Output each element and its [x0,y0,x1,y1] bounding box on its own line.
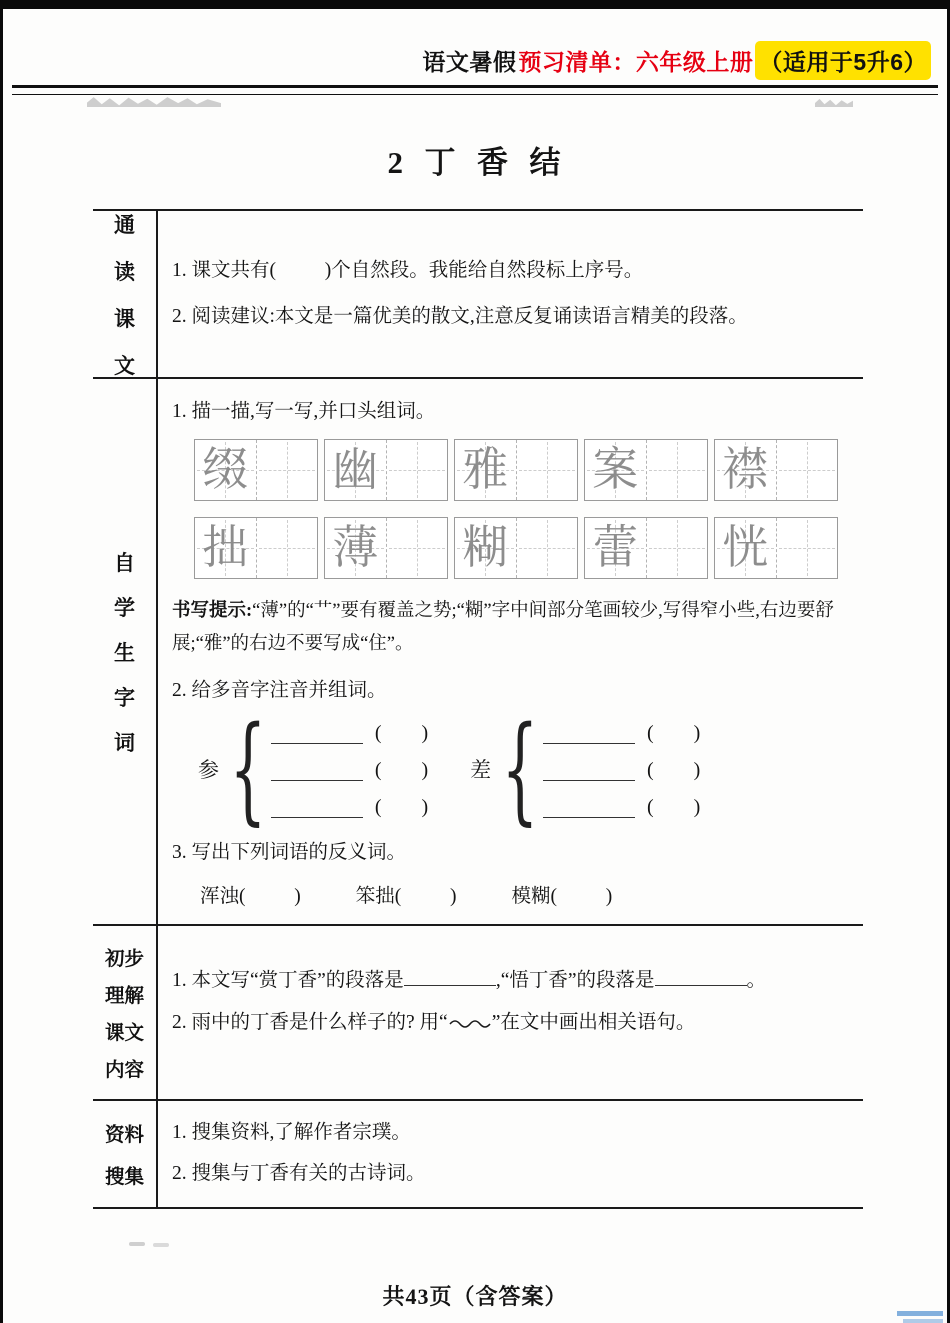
practice-box [714,517,838,579]
trace-cell [195,440,256,500]
lesson-title: 2 丁 香 结 [387,145,563,180]
write-cell [256,518,318,578]
label-char: 课 [114,307,135,331]
trace-character: 缀 [202,443,249,495]
table-row-comprehension [93,926,863,1101]
polyphonic-group-can [198,701,429,837]
write-cell [516,440,578,500]
practice-box [584,517,708,579]
trace-character: 幽 [332,443,379,495]
character-practice-row-2 [194,517,855,579]
label-char: 字 [114,686,135,710]
row-content-research [158,1101,863,1207]
label-char: 学 [114,596,135,620]
write-cell [386,518,448,578]
trace-character: 襟 [722,443,769,495]
writing-tip-label: 书写提示: [172,601,253,622]
row-content-read-through [158,211,863,377]
task-item-2: 2. 搜集与丁香有关的古诗词。 [172,1162,426,1184]
scan-smudge [129,1242,145,1246]
question-text: 1. 本文写“赏丁香”的段落是 [172,970,404,991]
header-subject: 语文暑假 [422,49,517,75]
polyphonic-character: 参 [198,757,219,782]
task-item-1 [172,960,855,1002]
page-header [422,41,931,80]
task-item-3: 3. 写出下列词语的反义词。 [172,842,407,864]
answer-line [271,796,428,818]
antonym-item: 笨拙( ) [355,886,457,908]
label-char: 自 [114,551,135,575]
watermark [897,1311,943,1323]
word-paren: ( ) [646,759,701,782]
table-row-research [93,1101,863,1209]
row-content-comprehension [158,926,863,1099]
answer-blank [543,798,635,818]
page-footer: 共43页（含答案） [382,1284,568,1309]
trace-character: 糊 [462,521,509,573]
label-char: 生 [114,641,135,665]
label-word: 理解 [104,985,144,1007]
write-cell [256,440,318,500]
trace-cell [455,440,516,500]
question-text: 。 [746,970,767,991]
write-cell [646,518,708,578]
task-item-1: 1. 描一描,写一写,并口头组词。 [172,401,436,422]
antonym-item: 浑浊( ) [200,886,301,908]
header-series-title: 预习清单：六年级上册 [518,49,754,75]
practice-box [324,517,448,579]
practice-box [584,439,708,501]
torn-paper-mark [87,96,221,107]
label-word: 初步 [104,948,144,970]
prep-checklist-table [93,209,863,1209]
row-label-read-through [93,211,158,377]
word-paren: ( ) [646,722,701,745]
label-word: 课文 [104,1022,144,1044]
header-grade-badge: （适用于5升6） [755,41,931,80]
wavy-underline-icon [449,1016,491,1030]
answer-line [543,796,700,818]
table-row-self-study [93,379,863,926]
question-text: 2. 雨中的丁香是什么样子的? 用“ [172,1011,448,1033]
trace-character: 恍 [722,521,769,573]
write-cell [646,440,708,500]
answer-line [271,722,428,744]
write-cell [776,518,838,578]
question-text: ,“悟丁香”的段落是 [495,970,655,991]
practice-box [324,439,448,501]
character-practice-row-1 [194,439,855,501]
label-word: 搜集 [104,1166,144,1188]
writing-tip-text: “薄”的“艹”要有覆盖之势;“糊”字中间部分笔画较少,写得窄小些,右边要舒展;“雅”的右边不要写成“住”。 [172,601,834,655]
trace-cell [585,518,646,578]
label-char: 词 [114,731,135,755]
label-word: 资料 [104,1124,144,1146]
brace-glyph: { [501,701,539,837]
writing-tip [172,595,855,662]
trace-cell [195,518,256,578]
write-cell [516,518,578,578]
task-item-2: 2. 阅读建议:本文是一篇优美的散文,注意反复诵读语言精美的段落。 [172,306,748,327]
label-word: 内容 [104,1059,144,1081]
trace-character: 薄 [332,521,379,573]
brace-glyph: { [229,701,267,837]
trace-character: 蕾 [592,521,639,573]
task-item-2 [172,1002,855,1044]
answer-blank [404,968,496,986]
trace-cell [325,518,386,578]
practice-box [194,517,318,579]
word-paren: ( ) [374,796,429,819]
word-paren: ( ) [374,722,429,745]
trace-character: 拙 [202,521,249,573]
row-label-research [93,1101,158,1207]
torn-paper-mark-small [815,98,853,107]
answer-blank [543,724,635,744]
row-content-self-study [158,379,863,924]
answer-line [543,722,700,744]
row-label-comprehension [93,926,158,1099]
word-paren: ( ) [646,796,701,819]
polyphonic-character: 差 [470,757,492,782]
trace-cell [325,440,386,500]
write-cell [386,440,448,500]
polyphonic-section [198,701,855,837]
practice-box [454,439,578,501]
divider-line-thick [12,85,938,88]
divider-line-thin [12,94,938,95]
label-char: 读 [114,260,135,284]
answer-line [271,759,428,781]
write-cell [776,440,838,500]
task-item-2: 2. 给多音字注音并组词。 [172,679,387,701]
trace-character: 案 [592,443,639,495]
task-item-1: 1. 课文共有( )个自然段。我能给自然段标上序号。 [172,259,644,281]
answer-blank [271,724,363,744]
trace-character: 雅 [462,443,509,495]
answer-lines [271,722,428,818]
label-char: 文 [114,354,135,378]
answer-lines [543,722,700,818]
trace-cell [585,440,646,500]
practice-box [714,439,838,501]
trace-cell [455,518,516,578]
trace-cell [715,518,776,578]
question-text: ”在文中画出相关语句。 [491,1011,696,1033]
answer-blank [655,968,747,986]
answer-blank [271,761,363,781]
practice-box [454,517,578,579]
word-paren: ( ) [374,759,429,782]
practice-box [194,439,318,501]
answer-blank [543,761,635,781]
answer-line [543,759,700,781]
answer-blank [271,798,363,818]
row-label-self-study [93,379,158,924]
label-char: 通 [114,213,135,237]
trace-cell [715,440,776,500]
polyphonic-group-cha [470,701,701,837]
task-item-1: 1. 搜集资料,了解作者宗璞。 [172,1122,411,1143]
table-row-read-through [93,211,863,379]
antonym-item: 模糊( ) [511,886,613,908]
antonym-list [200,880,855,914]
